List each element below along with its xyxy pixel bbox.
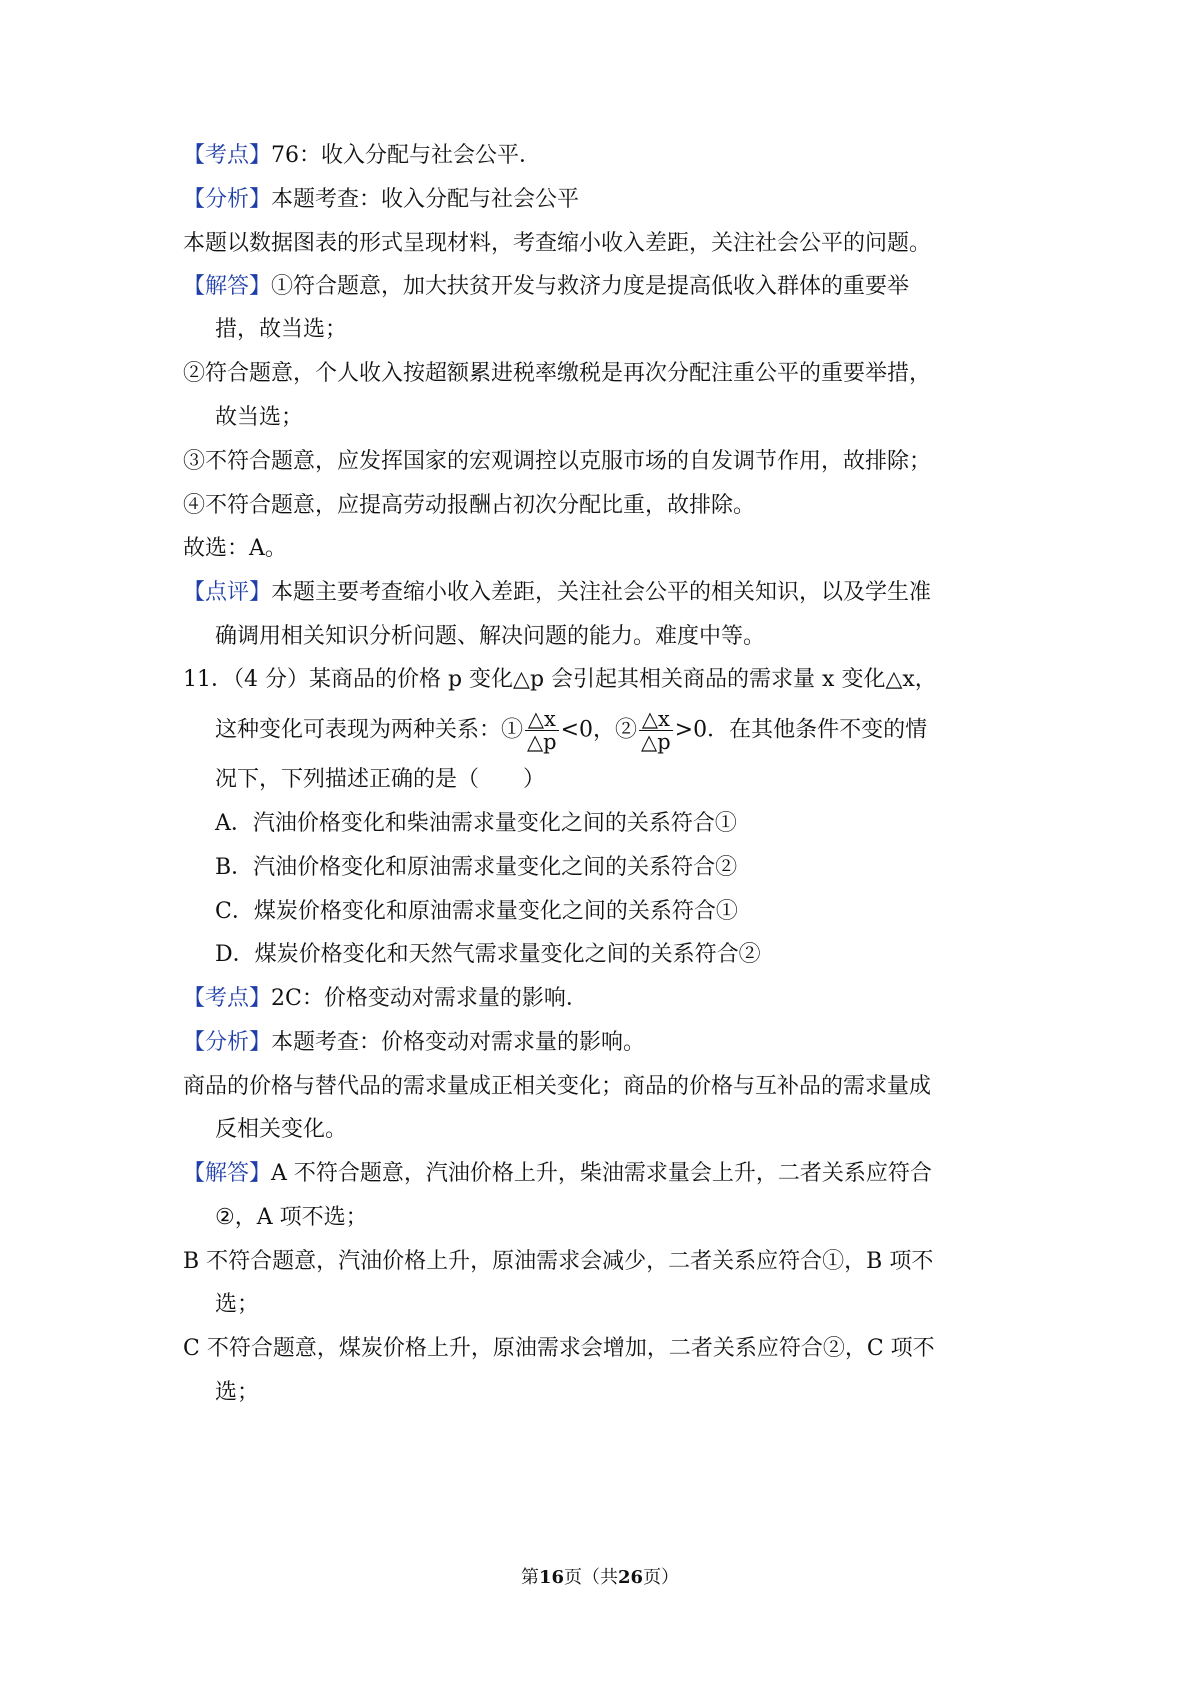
fraction-1-num: △x <box>525 708 559 731</box>
q11-kaodian <box>183 983 1043 1015</box>
q11-kaodian-text: 2C：价格变动对需求量的影响． <box>271 986 588 1011</box>
q11-jieda-l4: 选； <box>215 1292 260 1317</box>
q11-fenxi <box>183 1027 1043 1059</box>
option-c: C．煤炭价格变化和原油需求量变化之间的关系符合① <box>215 899 738 924</box>
q11-stem-l3: 况下，下列描述正确的是（ ） <box>215 767 546 792</box>
q11-jieda-l2: ②，A 项不选； <box>215 1205 368 1230</box>
q11-stem-l1: 11．（4 分）某商品的价格 p 变化△p 会引起其相关商品的需求量 x 变化△x， <box>183 667 937 692</box>
q10-fenxi <box>183 184 1043 216</box>
q11-jieda-l3: B 不符合题意，汽油价格上升，原油需求会减少，二者关系应符合①，B 项不 <box>183 1249 934 1274</box>
q10-answer: 故选：A。 <box>183 536 287 561</box>
option-d: D．煤炭价格变化和天然气需求量变化之间的关系符合② <box>215 942 761 967</box>
fraction-1-den: △p <box>527 730 557 754</box>
dianping-tag: 【点评】 <box>183 580 272 605</box>
q10-jieda-l4: 故当选； <box>215 405 304 430</box>
q10-kaodian-text: 76：收入分配与社会公平． <box>271 143 542 168</box>
option-b: B．汽油价格变化和原油需求量变化之间的关系符合② <box>215 855 738 880</box>
q11-stem-l2 <box>215 708 1075 753</box>
jieda-tag: 【解答】 <box>183 1161 272 1186</box>
fenxi-tag: 【分析】 <box>183 187 272 212</box>
q10-jieda-l3: ②符合题意，个人收入按超额累进税率缴税是再次分配注重公平的重要举措， <box>183 361 932 386</box>
kaodian-tag: 【考点】 <box>183 143 272 168</box>
fenxi-tag: 【分析】 <box>183 1030 272 1055</box>
q10-kaodian <box>183 140 1043 172</box>
q11-jieda-l5: C 不符合题意，煤炭价格上升，原油需求会增加，二者关系应符合②，C 项不 <box>183 1336 935 1361</box>
fraction-2 <box>639 708 673 753</box>
option-a: A．汽油价格变化和柴油需求量变化之间的关系符合① <box>215 811 737 836</box>
q10-jieda-l1: ①符合题意，加大扶贫开发与救济力度是提高低收入群体的重要举 <box>271 274 910 299</box>
jieda-tag: 【解答】 <box>183 274 272 299</box>
q10-jieda-l6: ④不符合题意，应提高劳动报酬占初次分配比重，故排除。 <box>183 493 756 518</box>
q11-stem-l2-a: 这种变化可表现为两种关系：① <box>215 717 524 743</box>
q10-fenxi-text: 本题考查：收入分配与社会公平 <box>271 187 580 212</box>
q11-jieda-l6: 选； <box>215 1380 260 1405</box>
fraction-2-den: △p <box>641 730 671 754</box>
q10-dianping-l2: 确调用相关知识分析问题、解决问题的能力。难度中等。 <box>215 624 766 649</box>
fraction-1 <box>525 708 559 753</box>
fraction-2-num: △x <box>639 708 673 731</box>
kaodian-tag: 【考点】 <box>183 986 272 1011</box>
q11-fenxi-l2: 商品的价格与替代品的需求量成正相关变化；商品的价格与互补品的需求量成 <box>183 1074 932 1099</box>
q11-stem-l2-c: >0．在其他条件不变的情 <box>674 717 928 743</box>
footer-suffix: 页） <box>643 1567 680 1588</box>
footer-page-number: 16 <box>538 1567 564 1588</box>
footer-total-pages: 26 <box>618 1567 644 1588</box>
q11-fenxi-text: 本题考查：价格变动对需求量的影响。 <box>271 1030 646 1055</box>
q10-jieda-l5: ③不符合题意，应发挥国家的宏观调控以克服市场的自发调节作用，故排除； <box>183 449 932 474</box>
q10-dianping-l1: 本题主要考查缩小收入差距，关注社会公平的相关知识，以及学生准 <box>271 580 932 605</box>
q11-fenxi-l3: 反相关变化。 <box>215 1117 348 1142</box>
page-footer <box>0 1566 1200 1590</box>
q10-dianping <box>183 577 1043 609</box>
q11-stem-l2-b: <0，② <box>560 717 638 743</box>
footer-prefix: 第 <box>520 1567 539 1588</box>
footer-mid: 页（共 <box>564 1567 618 1588</box>
q10-fenxi-line2: 本题以数据图表的形式呈现材料，考查缩小收入差距，关注社会公平的问题。 <box>183 231 932 256</box>
q10-jieda <box>183 271 1043 303</box>
q11-jieda <box>183 1158 1043 1190</box>
q10-jieda-l2: 措，故当选； <box>215 317 348 342</box>
q11-jieda-l1: A 不符合题意，汽油价格上升，柴油需求量会上升，二者关系应符合 <box>271 1161 932 1186</box>
